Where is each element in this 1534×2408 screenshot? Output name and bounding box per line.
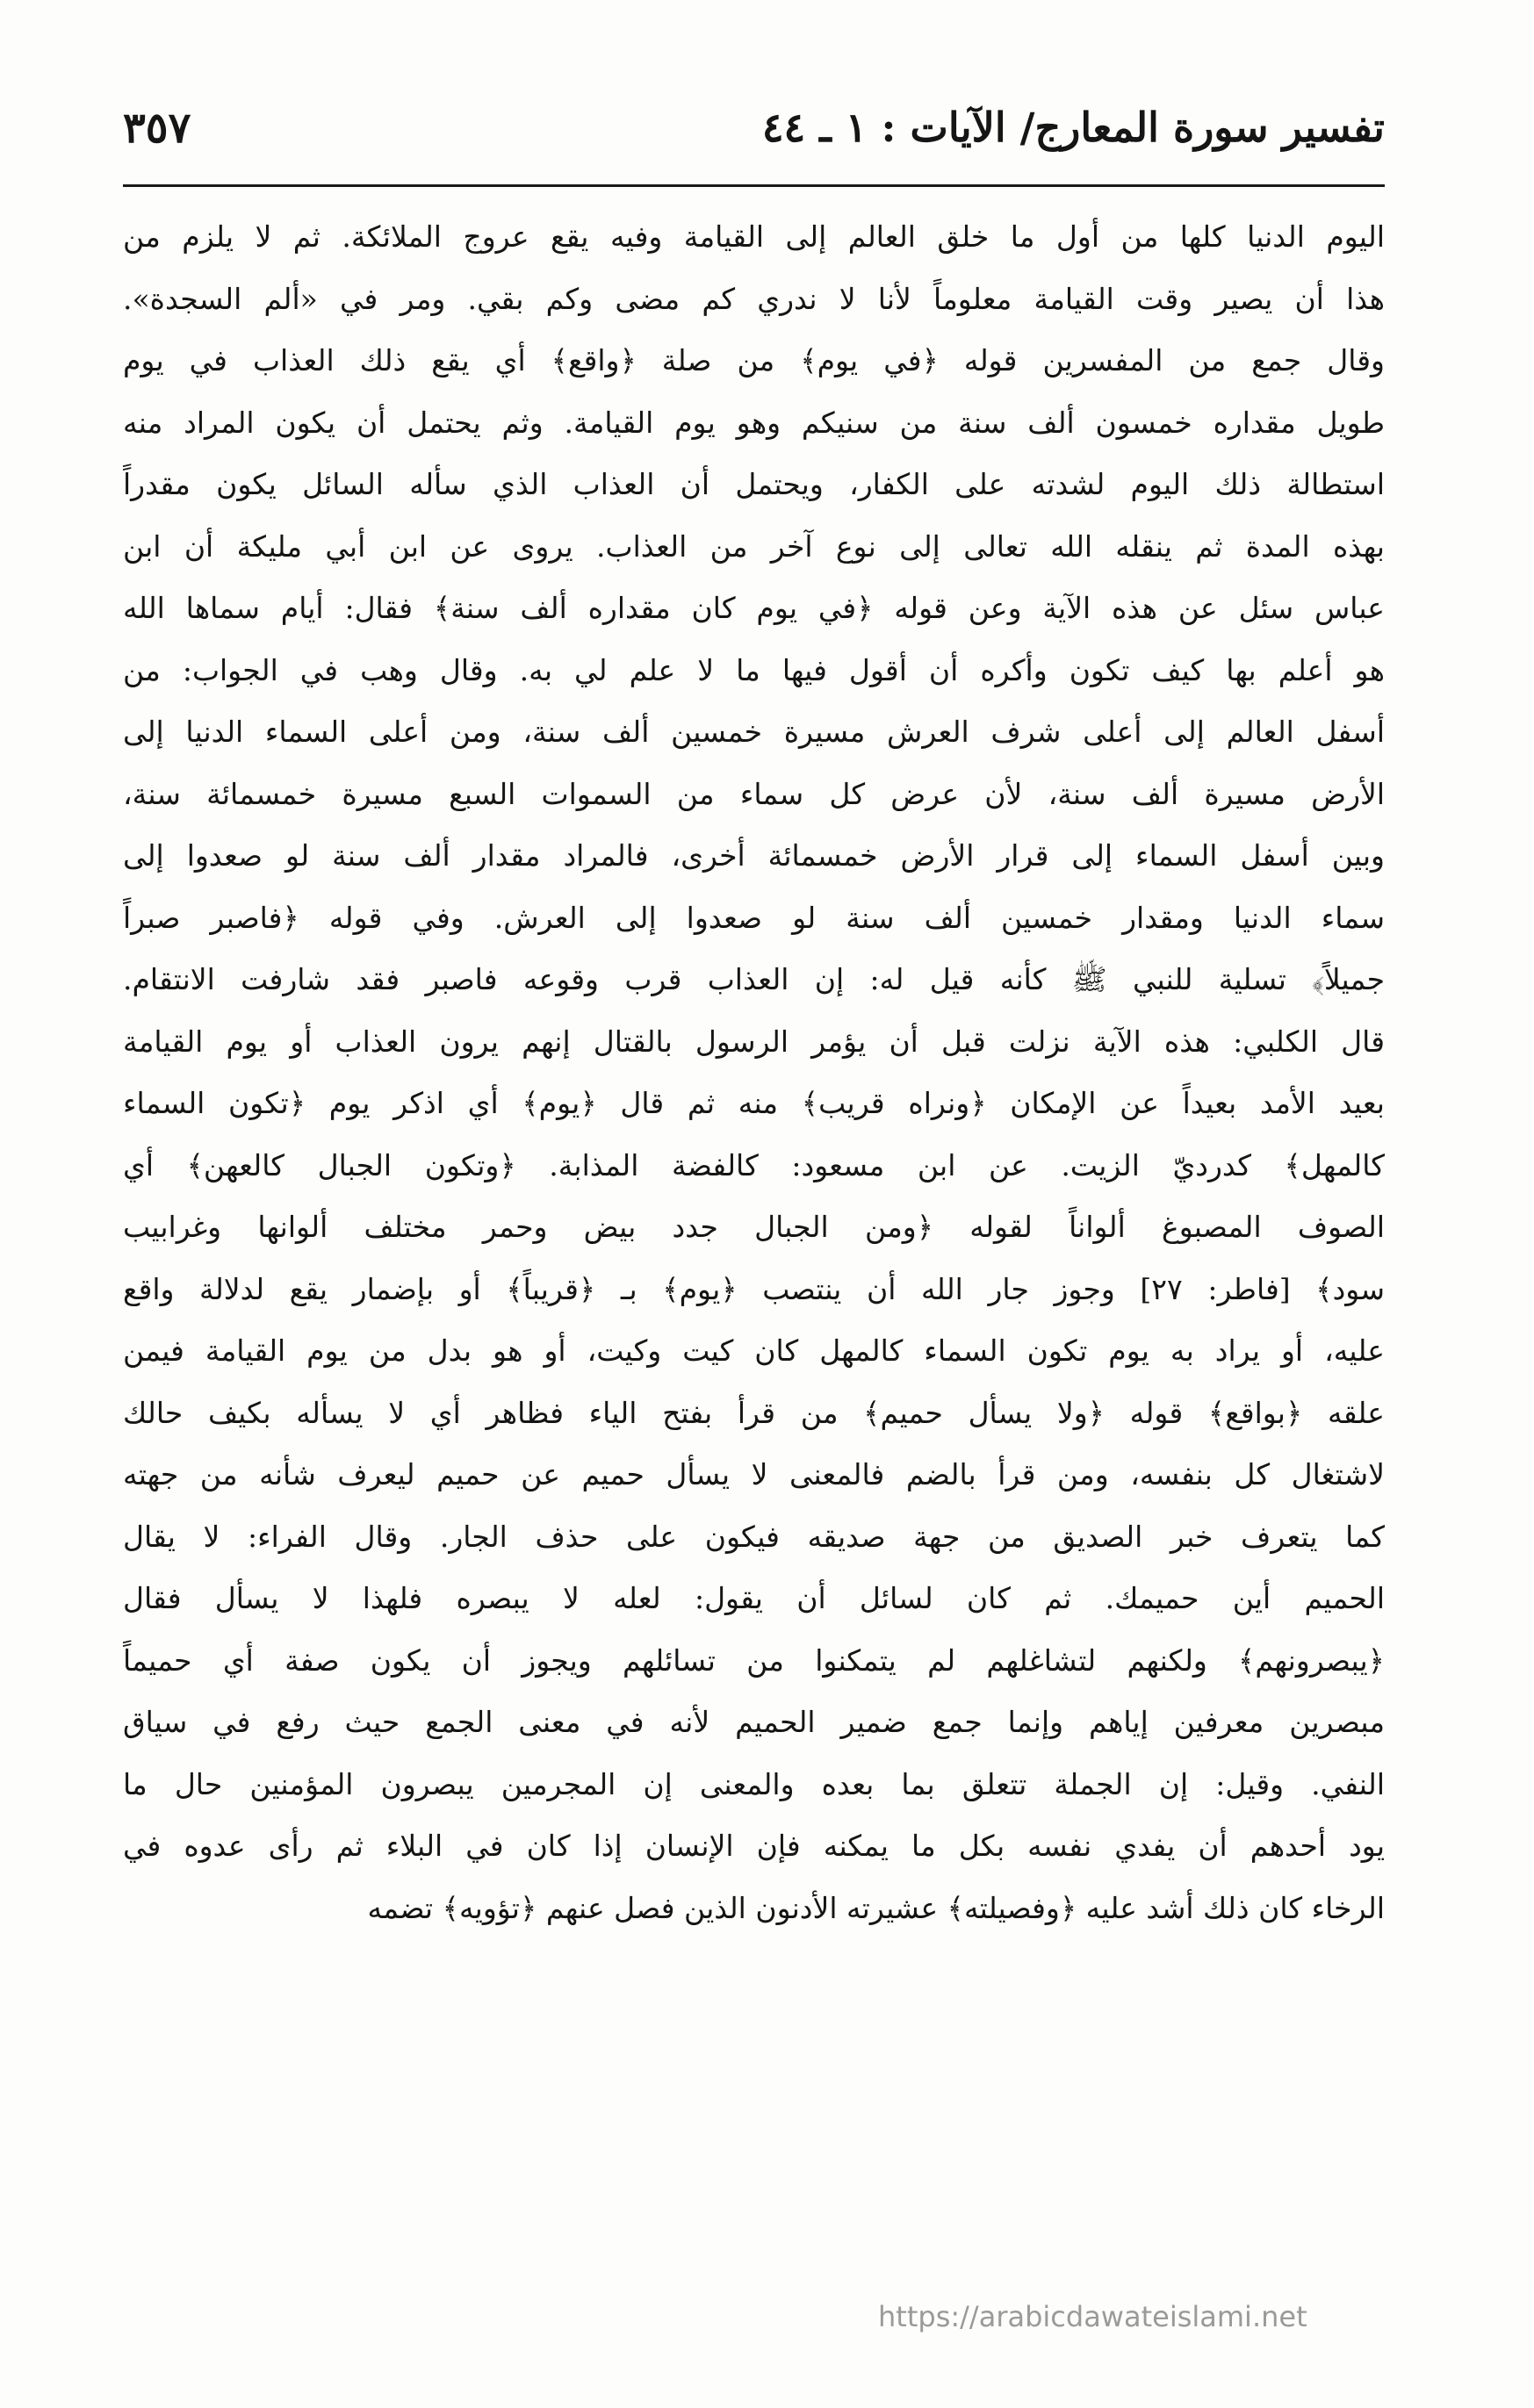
text-line: عليه، أو يراد به يوم تكون السماء كالمهل كان كيت وكيت، أو هو بدل من يوم القيامة فيمن xyxy=(123,1333,1385,1368)
text-line: كما يتعرف خبر الصديق من جهة صديقه فيكون على حذف الجار. وقال الفراء: لا يقال xyxy=(123,1519,1385,1554)
text-line: سماء الدنيا ومقدار خمسين ألف سنة لو صعدوا إلى العرش. وفي قوله ﴿فاصبر صبراً xyxy=(123,900,1385,935)
text-line: وبين أسفل السماء إلى قرار الأرض خمسمائة أخرى، فالمراد مقدار ألف سنة لو صعدوا إلى xyxy=(123,838,1385,873)
page-header xyxy=(123,104,1385,174)
text-line: بهذه المدة ثم ينقله الله تعالى إلى نوع آخر من العذاب. يروى عن ابن أبي مليكة أن ابن xyxy=(123,528,1385,564)
text-line: قال الكلبي: هذه الآية نزلت قبل أن يؤمر الرسول بالقتال إنهم يرون العذاب أو يوم القيامة xyxy=(123,1024,1385,1059)
text-line: استطالة ذلك اليوم لشدته على الكفار، ويحتمل أن العذاب الذي سأله السائل يكون مقدراً xyxy=(123,467,1385,501)
text-line: بعيد الأمد بعيداً عن الإمكان ﴿ونراه قريب﴾ منه ثم قال ﴿يوم﴾ أي اذكر يوم ﴿تكون السماء xyxy=(123,1086,1385,1120)
page-number: ٣٥٧ xyxy=(123,104,191,153)
text-line: طويل مقداره خمسون ألف سنة من سنيكم وهو يوم القيامة. وثم يحتمل أن يكون المراد منه xyxy=(123,405,1385,440)
text-line: وقال جمع من المفسرين قوله ﴿في يوم﴾ من صلة ﴿واقع﴾ أي يقع ذلك العذاب في يوم xyxy=(123,343,1385,377)
running-title: تفسير سورة المعارج/ الآيات : ١ ـ ٤٤ xyxy=(761,104,1385,151)
text-line: سود﴾ [فاطر: ٢٧] وجوز جار الله أن ينتصب ﴿يوم﴾ بـ ﴿قريباً﴾ أو بإضمار يقع لدلالة واقع xyxy=(123,1271,1385,1306)
header-divider xyxy=(123,184,1385,187)
watermark-url: https://arabicdawateislami.net xyxy=(878,2300,1307,2333)
text-line: اليوم الدنيا كلها من أول ما خلق العالم إلى القيامة وفيه يقع عروج الملائكة. ثم لا يلزم من xyxy=(123,219,1385,254)
text-line: كالمهل﴾ كدرديّ الزيت. عن ابن مسعود: كالفضة المذابة. ﴿وتكون الجبال كالعهن﴾ أي xyxy=(123,1147,1385,1182)
text-line: لاشتغال كل بنفسه، ومن قرأ بالضم فالمعنى لا يسأل حميم عن حميم ليعرف شأنه من جهته xyxy=(123,1457,1385,1492)
body-text xyxy=(123,206,1385,1939)
text-line: النفي. وقيل: إن الجملة تتعلق بما بعده والمعنى إن المجرمين يبصرون المؤمنين حال ما xyxy=(123,1766,1385,1801)
text-line: الحميم أين حميمك. ثم كان لسائل أن يقول: لعله لا يبصره فلهذا لا يسأل فقال xyxy=(123,1581,1385,1615)
text-line: جميلاً﴾ تسلية للنبي ﷺ كأنه قيل له: إن العذاب قرب وقوعه فاصبر فقد شارفت الانتقام. xyxy=(123,962,1385,996)
text-line: هو أعلم بها كيف تكون وأكره أن أقول فيها ما لا علم لي به. وقال وهب في الجواب: من xyxy=(123,652,1385,687)
text-line: الصوف المصبوغ ألواناً لقوله ﴿ومن الجبال جدد بيض وحمر مختلف ألوانها وغرابيب xyxy=(123,1210,1385,1244)
text-line: علقه ﴿بواقع﴾ قوله ﴿ولا يسأل حميم﴾ من قرأ بفتح الياء فظاهر أي لا يسأله بكيف حالك xyxy=(123,1395,1385,1430)
text-line: عباس سئل عن هذه الآية وعن قوله ﴿في يوم كان مقداره ألف سنة﴾ فقال: أيام سماها الله xyxy=(123,591,1385,625)
text-line: يود أحدهم أن يفدي نفسه بكل ما يمكنه فإن الإنسان إذا كان في البلاء ثم رأى عدوه في xyxy=(123,1829,1385,1863)
text-line: ﴿يبصرونهم﴾ ولكنهم لتشاغلهم لم يتمكنوا من تسائلهم ويجوز أن يكون صفة أي حميماً xyxy=(123,1642,1385,1678)
text-line: مبصرين معرفين إياهم وإنما جمع ضمير الحميم لأنه في معنى الجمع حيث رفع في سياق xyxy=(123,1705,1385,1739)
text-line: الرخاء كان ذلك أشد عليه ﴿وفصيلته﴾ عشيرته الأدنون الذين فصل عنهم ﴿تؤويه﴾ تضمه xyxy=(367,1890,1385,1925)
text-line: هذا أن يصير وقت القيامة معلوماً لأنا لا ندري كم مضى وكم بقي. ومر في «ألم السجدة». xyxy=(123,281,1385,316)
text-line: الأرض مسيرة ألف سنة، لأن عرض كل سماء من السموات السبع مسيرة خمسمائة سنة، xyxy=(123,776,1385,811)
text-line: أسفل العالم إلى أعلى شرف العرش مسيرة خمسين ألف سنة، ومن أعلى السماء الدنيا إلى xyxy=(123,715,1385,749)
